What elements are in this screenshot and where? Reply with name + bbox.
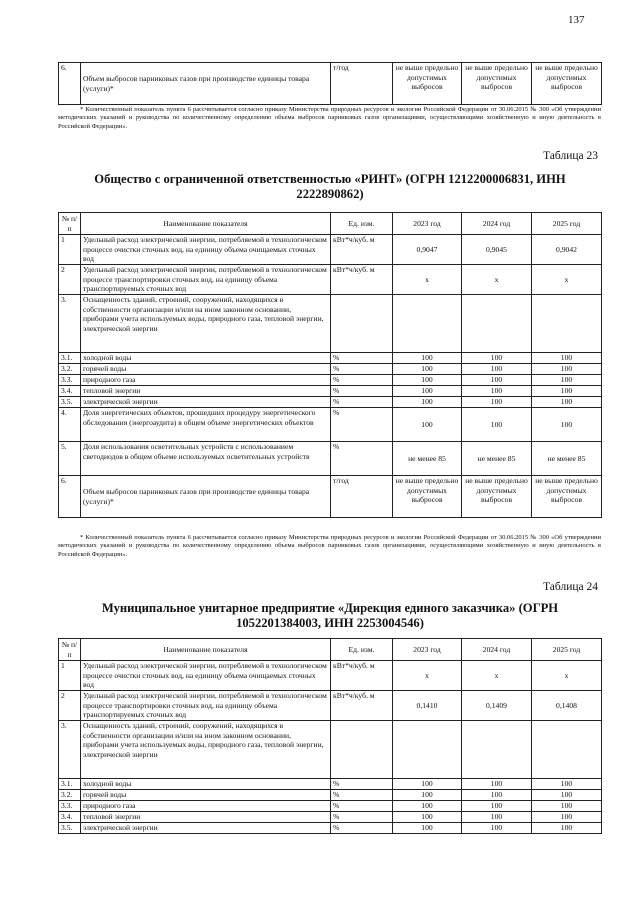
cell-name: электрической энергии xyxy=(81,397,331,408)
cell-num: 3. xyxy=(59,295,81,353)
header-2024: 2024 год xyxy=(462,213,532,235)
table-row xyxy=(59,408,602,442)
table-row xyxy=(59,397,602,408)
cell-unit: % xyxy=(331,353,393,364)
continuation-table xyxy=(58,62,602,105)
cell-2025: х xyxy=(532,265,602,295)
cell-2024: 100 xyxy=(462,408,532,442)
cell-unit xyxy=(331,295,393,353)
table23-title: Общество с ограниченной ответственностью «РИНТ» (ОГРН 1212200006831, ИНН 2222890862) xyxy=(94,172,566,201)
cell-name: холодной воды xyxy=(81,779,331,790)
cell-2023 xyxy=(393,721,462,779)
cell-unit: % xyxy=(331,408,393,442)
cell-name: тепловой энергии xyxy=(81,812,331,823)
cell-name: электрической энергии xyxy=(81,823,331,834)
cell-2025: 100 xyxy=(532,408,602,442)
table-header-row xyxy=(59,213,602,235)
cell-2023: 100 xyxy=(393,801,462,812)
cell-2024 xyxy=(462,721,532,779)
header-2023: 2023 год xyxy=(393,213,462,235)
cell-2024: 100 xyxy=(462,779,532,790)
cell-2024: 100 xyxy=(462,397,532,408)
cell-2024 xyxy=(462,295,532,353)
cell-2024: 100 xyxy=(462,790,532,801)
cell-2023: 0,9047 xyxy=(393,235,462,265)
cell-unit: % xyxy=(331,364,393,375)
table-header-row xyxy=(59,639,602,661)
cell-num: 6. xyxy=(59,476,81,518)
cell-num: 3. xyxy=(59,721,81,779)
table24-title: Муниципальное унитарное предприятие «Дирекция единого заказчика» (ОГРН 1052201384003, ИНН 2253004546) xyxy=(101,601,559,630)
table23 xyxy=(58,212,602,518)
cell-2024: 100 xyxy=(462,364,532,375)
cell-name: Удельный расход электрической энергии, потребляемой в технологическом процессе транспортировки сточных вод, на единицу объема транспортируемых сточных вод xyxy=(81,691,331,721)
table-row xyxy=(59,295,602,353)
table-row xyxy=(59,63,602,105)
header-name: Наименование показателя xyxy=(81,213,331,235)
cell-2023: 100 xyxy=(393,386,462,397)
cell-name: Оснащенность зданий, строений, сооружений, находящихся в собственности организации и/или на ином законном основании, приборами учета используемых воды, природного газа, тепловой энергии, электрической энергии xyxy=(81,295,331,353)
header-unit: Ед. изм. xyxy=(331,213,393,235)
cell-2024: 100 xyxy=(462,812,532,823)
cell-2024: 100 xyxy=(462,823,532,834)
cell-num: 2 xyxy=(59,265,81,295)
table-row xyxy=(59,691,602,721)
header-2023: 2023 год xyxy=(393,639,462,661)
cell-name: Доля энергетических объектов, прошедших процедуру энергетического обследования (энергоаудита) в общем объеме энергетических объектов xyxy=(81,408,331,442)
cell-2024: 100 xyxy=(462,386,532,397)
cell-num: 3.4. xyxy=(59,812,81,823)
cell-2023: 100 xyxy=(393,375,462,386)
cell-unit xyxy=(331,721,393,779)
table-row xyxy=(59,353,602,364)
cell-name: природного газа xyxy=(81,375,331,386)
table-row xyxy=(59,476,602,518)
cell-unit: кВт*ч/куб. м xyxy=(331,691,393,721)
table-row xyxy=(59,801,602,812)
cell-2024: не менее 85 xyxy=(462,442,532,476)
cell-name: Объем выбросов парниковых газов при производстве единицы товара (услуги)* xyxy=(81,63,331,105)
cell-unit: т/год xyxy=(331,63,393,105)
cell-2025: 100 xyxy=(532,812,602,823)
cell-name: Объем выбросов парниковых газов при производстве единицы товара (услуги)* xyxy=(81,476,331,518)
cell-unit: % xyxy=(331,386,393,397)
header-num: № п/п xyxy=(59,213,81,235)
table23-caption: Таблица 23 xyxy=(543,150,598,162)
table24-caption: Таблица 24 xyxy=(543,581,598,593)
cell-num: 6. xyxy=(59,63,81,105)
cell-2024: х xyxy=(462,265,532,295)
header-unit: Ед. изм. xyxy=(331,639,393,661)
cell-unit: % xyxy=(331,801,393,812)
table-row xyxy=(59,812,602,823)
cell-num: 3.4. xyxy=(59,386,81,397)
cell-name: холодной воды xyxy=(81,353,331,364)
cell-num: 3.3. xyxy=(59,375,81,386)
header-2025: 2025 год xyxy=(532,213,602,235)
cell-2023: 100 xyxy=(393,812,462,823)
cell-num: 4. xyxy=(59,408,81,442)
header-num: № п/п xyxy=(59,639,81,661)
cell-2024: 100 xyxy=(462,801,532,812)
cell-2024: не выше предельно допустимых выбросов xyxy=(462,476,532,518)
cell-2025: х xyxy=(532,661,602,691)
cell-2024: 100 xyxy=(462,353,532,364)
cell-2024: 0,1409 xyxy=(462,691,532,721)
table-row xyxy=(59,823,602,834)
cell-num: 1 xyxy=(59,235,81,265)
cell-num: 3.1. xyxy=(59,779,81,790)
page-number: 137 xyxy=(568,14,585,26)
cell-2025: 100 xyxy=(532,801,602,812)
table24 xyxy=(58,638,602,834)
cell-2023: не менее 85 xyxy=(393,442,462,476)
header-2024: 2024 год xyxy=(462,639,532,661)
footnote-top: * Количественный показатель пункта 6 рассчитывается согласно приказу Министерства природных ресурсов и экологии Российской Федерации от 30.06.2015 № 300 «Об утверждении методических указаний и руководства по количественному определению объема выбросов парниковых газов организациями, осуществляющими хозяйственную и иную деятельность в Российской Федерации». xyxy=(58,106,601,130)
cell-2025: 0,1408 xyxy=(532,691,602,721)
cell-2024: х xyxy=(462,661,532,691)
cell-2023: х xyxy=(393,265,462,295)
cell-unit: % xyxy=(331,790,393,801)
cell-unit: % xyxy=(331,812,393,823)
footnote-table23: * Количественный показатель пункта 6 рассчитывается согласно приказу Министерства природных ресурсов и экологии Российской Федерации от 30.06.2015 № 300 «Об утверждении методических указаний и руководства по количественному определению объема выбросов парниковых газов организациями, осуществляющими хозяйственную и иную деятельность в Российской Федерации». xyxy=(58,534,601,558)
cell-2023: 100 xyxy=(393,790,462,801)
cell-unit: % xyxy=(331,823,393,834)
cell-2023: не выше предельно допустимых выбросов xyxy=(393,476,462,518)
table-row xyxy=(59,364,602,375)
cell-name: Удельный расход электрической энергии, потребляемой в технологическом процессе очистки сточных вод, на единицу объема очищаемых сточных вод xyxy=(81,235,331,265)
cell-name: Удельный расход электрической энергии, потребляемой в технологическом процессе транспортировки сточных вод, на единицу объема транспортируемых сточных вод xyxy=(81,265,331,295)
cell-2023: 100 xyxy=(393,408,462,442)
cell-name: Удельный расход электрической энергии, потребляемой в технологическом процессе очистки сточных вод, на единицу объема очищаемых сточных вод xyxy=(81,661,331,691)
cell-2025: 0,9042 xyxy=(532,235,602,265)
cell-2024: 0,9045 xyxy=(462,235,532,265)
cell-2025: не выше предельно допустимых выбросов xyxy=(532,63,602,105)
cell-2023: х xyxy=(393,661,462,691)
cell-2025: 100 xyxy=(532,397,602,408)
cell-unit: % xyxy=(331,779,393,790)
cell-2025: 100 xyxy=(532,353,602,364)
cell-2023: 100 xyxy=(393,397,462,408)
table-row xyxy=(59,235,602,265)
table-row xyxy=(59,721,602,779)
cell-2025: 100 xyxy=(532,779,602,790)
cell-unit: т/год xyxy=(331,476,393,518)
header-2025: 2025 год xyxy=(532,639,602,661)
cell-unit: кВт*ч/куб. м xyxy=(331,661,393,691)
table-row xyxy=(59,265,602,295)
cell-2025 xyxy=(532,295,602,353)
cell-num: 3.5. xyxy=(59,823,81,834)
cell-num: 3.1. xyxy=(59,353,81,364)
cell-2023: 100 xyxy=(393,364,462,375)
cell-num: 2 xyxy=(59,691,81,721)
table-row xyxy=(59,779,602,790)
cell-name: Доля использования осветительных устройств с использованием светодиодов в общем объеме используемых осветительных устройств xyxy=(81,442,331,476)
cell-num: 3.3. xyxy=(59,801,81,812)
cell-2023: не выше предельно допустимых выбросов xyxy=(393,63,462,105)
cell-num: 3.2. xyxy=(59,364,81,375)
cell-2025: не выше предельно допустимых выбросов xyxy=(532,476,602,518)
cell-name: горячей воды xyxy=(81,790,331,801)
cell-2024: не выше предельно допустимых выбросов xyxy=(462,63,532,105)
table-row xyxy=(59,375,602,386)
table-row xyxy=(59,661,602,691)
cell-2023: 100 xyxy=(393,353,462,364)
cell-unit: % xyxy=(331,442,393,476)
cell-2023 xyxy=(393,295,462,353)
cell-num: 3.5. xyxy=(59,397,81,408)
cell-unit: кВт*ч/куб. м xyxy=(331,265,393,295)
cell-2023: 100 xyxy=(393,823,462,834)
cell-num: 5. xyxy=(59,442,81,476)
cell-name: горячей воды xyxy=(81,364,331,375)
cell-num: 3.2. xyxy=(59,790,81,801)
cell-name: Оснащенность зданий, строений, сооружений, находящихся в собственности организации и/или на ином законном основании, приборами учета используемых воды, природного газа, тепловой энергии, электрической энергии xyxy=(81,721,331,779)
header-name: Наименование показателя xyxy=(81,639,331,661)
table-row xyxy=(59,790,602,801)
cell-2025: 100 xyxy=(532,823,602,834)
cell-unit: % xyxy=(331,397,393,408)
cell-2025 xyxy=(532,721,602,779)
cell-unit: кВт*ч/куб. м xyxy=(331,235,393,265)
cell-2023: 100 xyxy=(393,779,462,790)
cell-2025: 100 xyxy=(532,386,602,397)
table-row xyxy=(59,386,602,397)
cell-2023: 0,1410 xyxy=(393,691,462,721)
cell-2025: не менее 85 xyxy=(532,442,602,476)
cell-name: тепловой энергии xyxy=(81,386,331,397)
table-row xyxy=(59,442,602,476)
cell-unit: % xyxy=(331,375,393,386)
cell-2024: 100 xyxy=(462,375,532,386)
cell-2025: 100 xyxy=(532,364,602,375)
cell-2025: 100 xyxy=(532,790,602,801)
cell-name: природного газа xyxy=(81,801,331,812)
cell-num: 1 xyxy=(59,661,81,691)
cell-2025: 100 xyxy=(532,375,602,386)
